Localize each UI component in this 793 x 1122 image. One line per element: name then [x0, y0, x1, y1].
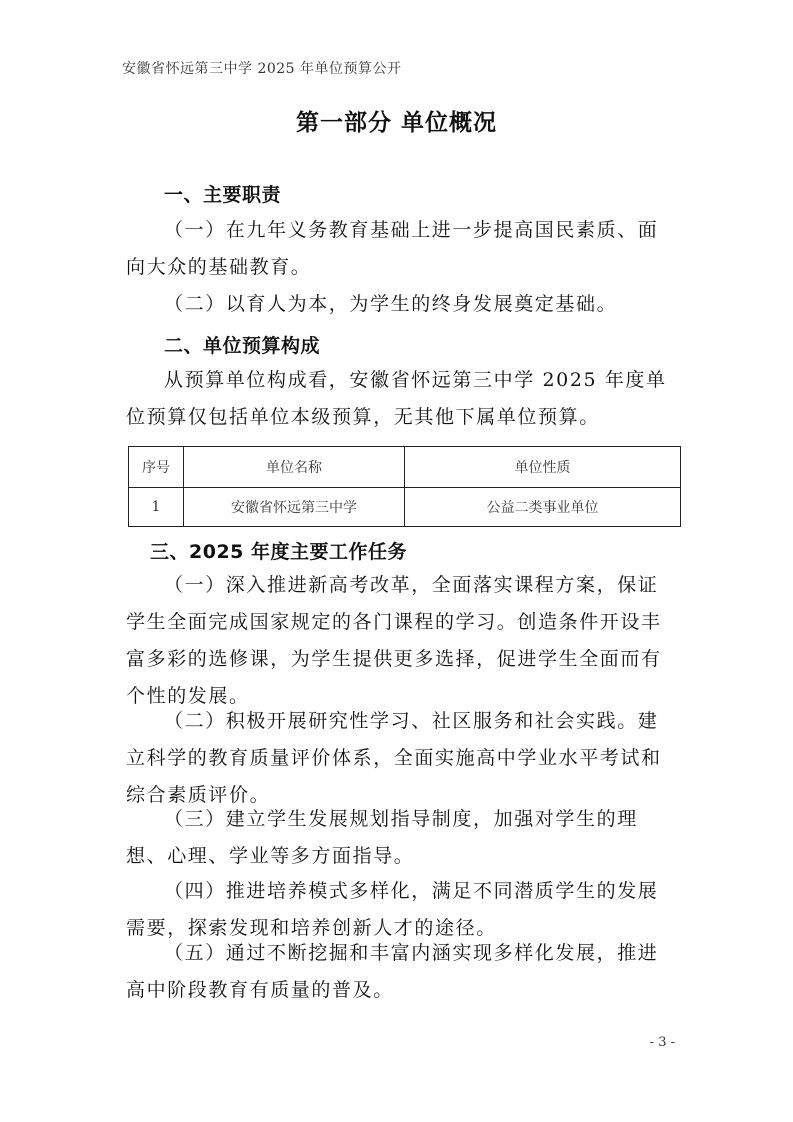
table-cell: 安徽省怀远第三中学: [184, 488, 405, 527]
page-number: - 3 -: [649, 1035, 675, 1050]
table-cell: 1: [129, 488, 184, 527]
paragraph-task-1: （一）深入推进新高考改革，全面落实课程方案，保证学生全面完成国家规定的各门课程的学习。创造条件开设丰富多彩的选修课，为学生提供更多选择，促进学生全面而有个性的发展。: [126, 574, 662, 707]
section-heading-budget-composition: 二、单位预算构成: [164, 335, 321, 357]
paragraph-duty-2: （二）以育人为本，为学生的终身发展奠定基础。: [164, 293, 618, 315]
section-heading-duties: 一、主要职责: [164, 184, 282, 206]
section-heading-tasks: 三、2025 年度主要工作任务: [150, 541, 407, 563]
table-header-row: [129, 447, 681, 488]
paragraph-task-2: （二）积极开展研究性学习、社区服务和社会实践。建立科学的教育质量评价体系，全面实施高中学业水平考试和综合素质评价。: [126, 710, 662, 806]
page-title: 第一部分 单位概况: [295, 110, 497, 136]
paragraph-task-5: （五）通过不断挖掘和丰富内涵实现多样化发展，推进高中阶段教育有质量的普及。: [126, 942, 659, 1001]
paragraph-budget-composition: 从预算单位构成看，安徽省怀远第三中学 2025 年度单位预算仅包括单位本级预算，无其他下属单位预算。: [126, 369, 667, 428]
paragraph-task-3: （三）建立学生发展规划指导制度，加强对学生的理想、心理、学业等多方面指导。: [126, 808, 638, 867]
table-header-cell: 单位性质: [405, 447, 681, 488]
unit-table: [128, 446, 681, 527]
table-header-cell: 序号: [129, 447, 184, 488]
table-cell: 公益二类事业单位: [405, 488, 681, 527]
paragraph-task-4: （四）推进培养模式多样化，满足不同潜质学生的发展需要，探索发现和培养创新人才的途径。: [126, 880, 659, 939]
page-header: 安徽省怀远第三中学 2025 年单位预算公开: [122, 61, 402, 77]
table-header-cell: 单位名称: [184, 447, 405, 488]
table-row: [129, 488, 681, 527]
paragraph-duty-1: （一）在九年义务教育基础上进一步提高国民素质、面向大众的基础教育。: [126, 219, 659, 278]
